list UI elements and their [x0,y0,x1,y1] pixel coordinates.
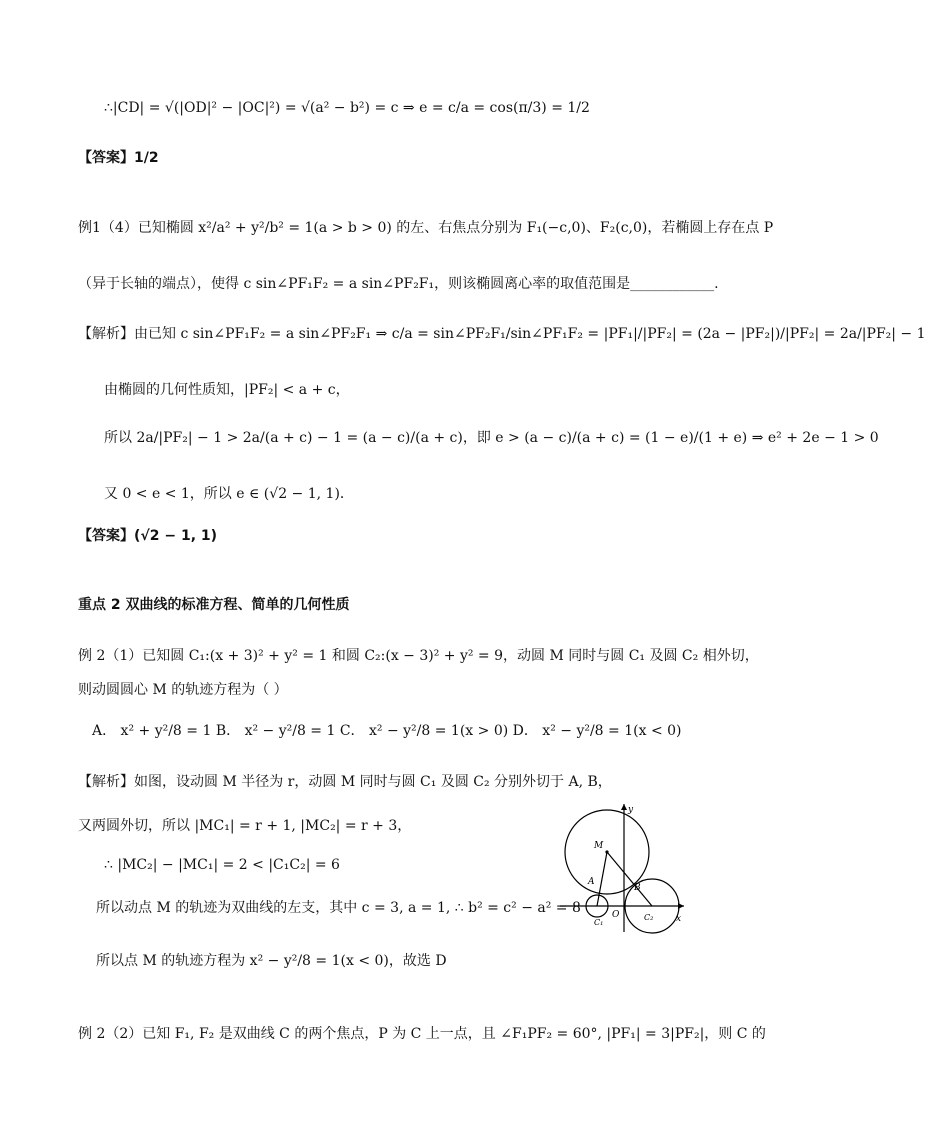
label-c2: C₂ [644,913,654,922]
solution-2-1-d: 所以动点 M 的轨迹为双曲线的左支，其中 c = 3, a = 1, ∴ b² = c² − a² = 8 [96,900,581,916]
label-o: O [612,910,620,920]
label-b: B [634,883,641,893]
label-c1: C₁ [594,918,604,927]
label-y: y [628,805,634,815]
geometry-diagram [552,796,692,936]
solution-2-1-c: ∴ |MC₂| − |MC₁| = 2 < |C₁C₂| = 6 [104,857,340,873]
segment-mc2 [607,852,652,906]
y-axis-arrow [621,804,627,810]
point-m [605,850,608,853]
example-2-1-b: 则动圆圆心 M 的轨迹方程为（ ） [78,682,288,698]
label-m: M [594,841,604,851]
label-x: x [676,914,682,924]
solution-1-4-b: 由椭圆的几何性质知，|PF₂| < a + c， [104,382,350,398]
answer-1: 【答案】1/2 [78,150,159,166]
label-a: A [588,877,595,887]
section-title: 重点 2 双曲线的标准方程、简单的几何性质 [78,597,350,613]
example-1-4-b: （异于长轴的端点），使得 c sin∠PF₁F₂ = a sin∠PF₂F₁，则该椭圆离心率的取值范围是____________. [78,276,719,292]
example-2-2: 例 2（2）已知 F₁, F₂ 是双曲线 C 的两个焦点，P 为 C 上一点，且 ∠F₁PF₂ = 60°, |PF₁| = 3|PF₂|，则 C 的 [78,1026,766,1042]
example-2-1-a: 例 2（1）已知圆 C₁:(x + 3)² + y² = 1 和圆 C₂:(x − 3)² + y² = 9，动圆 M 同时与圆 C₁ 及圆 C₂ 相外切， [78,648,759,664]
line-cd: ∴|CD| = √(|OD|² − |OC|²) = √(a² − b²) = c ⇒ e = c/a = cos(π/3) = 1/2 [104,100,590,116]
solution-2-1-b: 又两圆外切，所以 |MC₁| = r + 1, |MC₂| = r + 3， [78,818,412,834]
answer-1-4: 【答案】(√2 − 1, 1) [78,528,218,544]
solution-1-4-d: 又 0 < e < 1，所以 e ∈ (√2 − 1, 1)． [104,486,354,502]
solution-2-1-a: 【解析】如图，设动圆 M 半径为 r，动圆 M 同时与圆 C₁ 及圆 C₂ 分别外切于 A, B， [78,774,612,790]
solution-1-4-a: 【解析】由已知 c sin∠PF₁F₂ = a sin∠PF₂F₁ ⇒ c/a = sin∠PF₂F₁/sin∠PF₁F₂ = |PF₁|/|PF₂| = (2a − |PF₂|)/|PF₂| = 2a/|PF₂| − 1 [78,326,926,342]
options-line: A． x² + y²/8 = 1 B． x² − y²/8 = 1 C． x² − y²/8 = 1(x > 0) D． x² − y²/8 = 1(x < 0) [92,723,682,739]
example-1-4-a: 例1（4）已知椭圆 x²/a² + y²/b² = 1(a > b > 0) 的左、右焦点分别为 F₁(−c,0)、F₂(c,0)，若椭圆上存在点 P [78,220,774,236]
solution-1-4-c: 所以 2a/|PF₂| − 1 > 2a/(a + c) − 1 = (a − c)/(a + c)，即 e > (a − c)/(a + c) = (1 − e)/(1 + e) ⇒ e² + 2e − 1 > 0 [104,430,879,446]
solution-2-1-e: 所以点 M 的轨迹方程为 x² − y²/8 = 1(x < 0)，故选 D [96,953,447,969]
segment-mc1 [597,852,607,906]
